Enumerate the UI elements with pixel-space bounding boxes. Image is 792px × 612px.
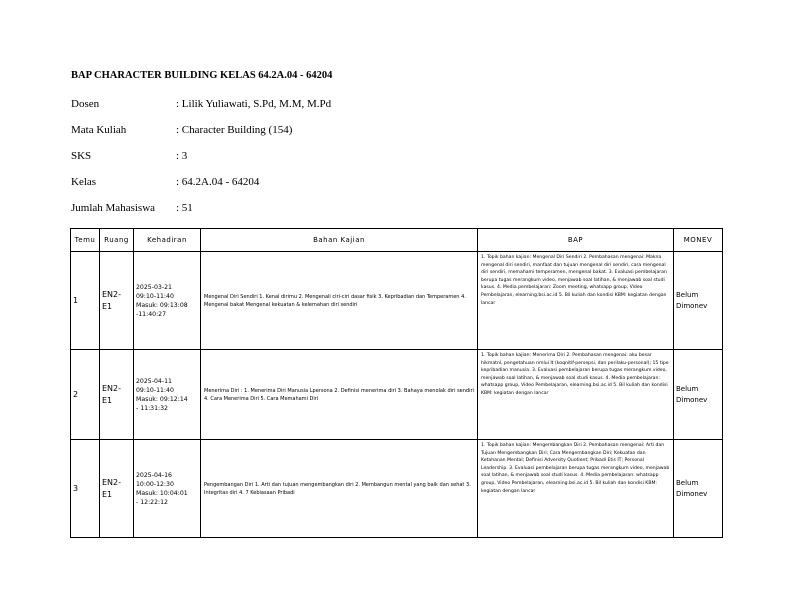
info-value-sks: : 3 <box>176 150 188 162</box>
header-kehadiran: Kehadiran <box>134 229 201 252</box>
cell-kehadiran <box>134 252 201 350</box>
info-value-jumlah-mahasiswa: : 51 <box>176 202 193 214</box>
info-label-dosen: Dosen <box>71 98 100 110</box>
cell-kehadiran <box>134 350 201 440</box>
ruang-line: EN2- <box>102 289 122 299</box>
cell-monev <box>674 440 723 538</box>
kehadiran-date: 2025-04-16 <box>136 471 172 479</box>
kehadiran-date: 2025-04-11 <box>136 377 172 385</box>
table-row <box>71 252 723 350</box>
kehadiran-date: 2025-03-21 <box>136 283 172 291</box>
table-row <box>71 440 723 538</box>
kehadiran-time: 10:00-12:30 <box>136 480 174 488</box>
bap-table <box>70 228 723 538</box>
cell-bap: 1. Topik bahan kajian: Mengembangkan Diri 2. Pembahasan mengenai: Arti dan Tujuan Mengembangkan Diri; Cara Mengembangkan Diri; Kekuatan dan Ketahanan Mental; Definisi Adversity Quotient; Pribadi Etis IT; Personal Leadership. 3. Evaluasi pembelajaran berupa tugas merangkum video, menjawab soal latihan, & menjawab soal studi kasus. 4. Media pembelajaran: whatsapp group, Video Pembelajaran, elearning.bsi.ac.id 5. Bil kuliah dan kondisi KBM: kegiatan dengan lancar <box>478 440 674 538</box>
kehadiran-time: 09:10-11:40 <box>136 292 174 300</box>
document-title: BAP CHARACTER BUILDING KELAS 64.2A.04 - 64204 <box>71 70 333 81</box>
info-value-dosen: : Lilik Yuliawati, S.Pd, M.M, M.Pd <box>176 98 332 110</box>
kehadiran-keluar: - 11:31:32 <box>136 404 168 412</box>
header-monev: MONEV <box>674 229 723 252</box>
cell-temu: 2 <box>71 350 100 440</box>
kehadiran-keluar: - 12:22:12 <box>136 498 168 506</box>
cell-ruang <box>100 440 134 538</box>
cell-kehadiran <box>134 440 201 538</box>
monev-line: Dimonev <box>676 489 708 498</box>
cell-temu: 1 <box>71 252 100 350</box>
cell-monev <box>674 252 723 350</box>
ruang-line: EN2- <box>102 383 122 393</box>
monev-line: Dimonev <box>676 395 708 404</box>
monev-line: Belum <box>676 478 699 487</box>
kehadiran-time: 09:10-11:40 <box>136 386 174 394</box>
monev-line: Dimonev <box>676 301 708 310</box>
table-row <box>71 350 723 440</box>
kehadiran-keluar: -11:40:27 <box>136 310 167 318</box>
header-bahan-kajian: Bahan Kajian <box>201 229 478 252</box>
info-label-jumlah-mahasiswa: Jumlah Mahasiswa <box>71 202 156 214</box>
cell-monev <box>674 350 723 440</box>
cell-temu: 3 <box>71 440 100 538</box>
cell-bahan-kajian: Pengembangan Diri 1. Arti dan tujuan mengembangkan diri 2. Membangun mental yang baik dan sehat 3. Integritas diri 4. 7 Kebiasaan Pribadi <box>201 440 478 538</box>
monev-line: Belum <box>676 384 699 393</box>
kehadiran-masuk: Masuk: 09:13:08 <box>136 301 188 309</box>
info-value-kelas: : 64.2A.04 - 64204 <box>176 176 260 188</box>
cell-bahan-kajian: Menerima Diri : 1. Menerima Diri Manusia Lpersona 2. Definisi menerima diri 3. Bahaya menolak diri sendiri 4. Cara Menerima Diri 5. Cara Memahami Diri <box>201 350 478 440</box>
header-bap: BAP <box>478 229 674 252</box>
ruang-line: E1 <box>102 395 113 405</box>
info-value-mata-kuliah: : Character Building (154) <box>176 124 293 136</box>
kehadiran-masuk: Masuk: 09:12:14 <box>136 395 188 403</box>
header-ruang: Ruang <box>100 229 134 252</box>
monev-line: Belum <box>676 290 699 299</box>
cell-bahan-kajian: Mengenal Diri Sendiri 1. Kenal dirimu 2. Mengenali ciri-ciri dasar fisik 3. Kepribadian dan Temperamen 4. Mengenal bakat Mengenal kekuatan & kelemahan diri sendiri <box>201 252 478 350</box>
info-label-kelas: Kelas <box>71 176 97 188</box>
ruang-line: EN2- <box>102 477 122 487</box>
ruang-line: E1 <box>102 489 113 499</box>
cell-ruang <box>100 350 134 440</box>
table-header-row <box>71 229 723 252</box>
ruang-line: E1 <box>102 301 113 311</box>
kehadiran-masuk: Masuk: 10:04:01 <box>136 489 188 497</box>
header-temu: Temu <box>71 229 100 252</box>
cell-ruang <box>100 252 134 350</box>
info-label-mata-kuliah: Mata Kuliah <box>71 124 127 136</box>
info-label-sks: SKS <box>71 150 92 162</box>
cell-bap: 1. Topik bahan kajian: Menerima Diri 2. Pembahasan mengenai: aku besar hikmatnl, pengetahuan nmlui It (koqnitif-persepsi, dan perilaku-personal); 15 tipe kepribadian manusia. 3. Evaluasi pembelajaran berupa tugas merangkum video, menjawab soal latihan, & menjawab soal studi kasus. 4. Media pembelajaran: whatsapp group, Video Pembelajaran, elearning.bsi.ac.id 5. Bil kuliah dan kondisi KBM: kegiatan dengan lancar <box>478 350 674 440</box>
cell-bap: 1. Topik bahan kajian: Mengenal Diri Sendiri 2. Pembahasan mengenai: Makna mengenal diri sendiri, manfaat dan tujuan mengenal diri sendiri, cara mengenal diri sendiri, memahami temperamen, mengenal bakat. 3. Evaluasi pembelajaran berupa tugas merangkum video, menjawab soal latihan, & menjawab soal studi kasus. 4. Media pembelajaran: Zoom meeting, whatsapp group, Video Pembelajaran, elearning.bsi.ac.id 5. Bil kuliah dan kondisi KBM: kegiatan dengan lancar <box>478 252 674 350</box>
